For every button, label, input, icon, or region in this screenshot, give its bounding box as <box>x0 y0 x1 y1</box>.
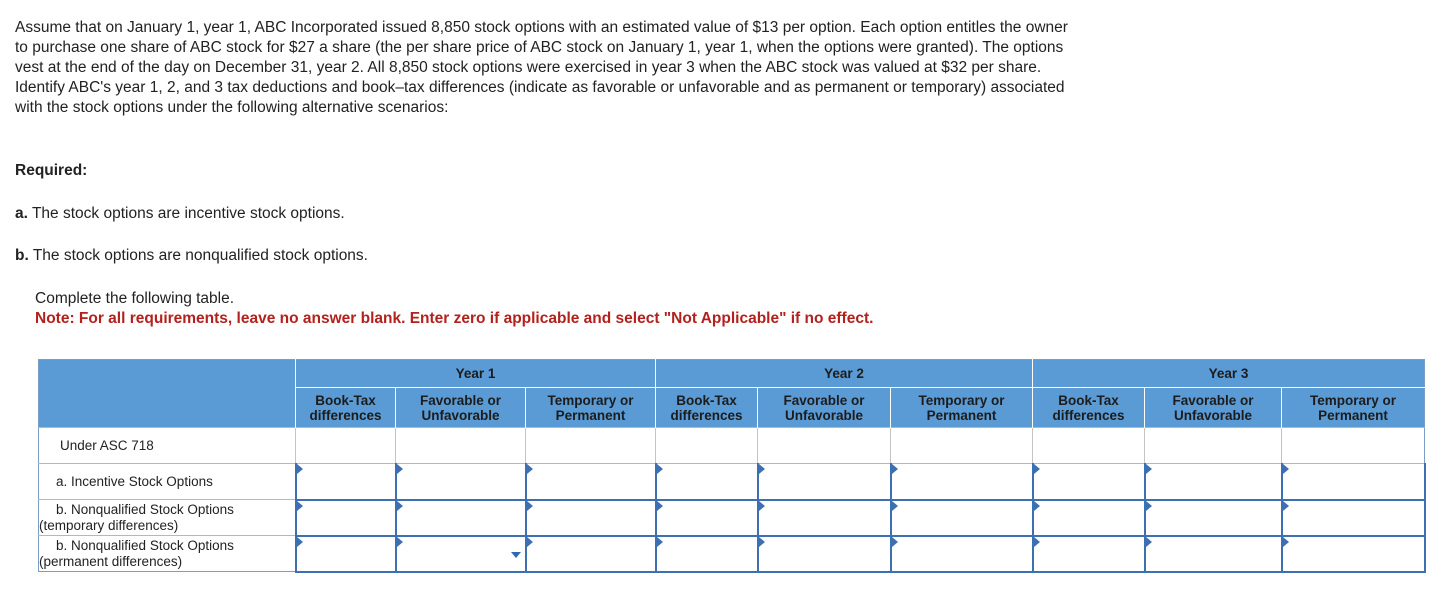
instruction-text: Complete the following table. <box>35 290 235 307</box>
y1-book-tax-input[interactable] <box>296 500 396 536</box>
col-label-line2: differences <box>309 407 382 423</box>
col-label-line1: Temporary or <box>918 392 1005 408</box>
y2-temporary-header <box>891 388 1033 428</box>
y2-temporary-select[interactable] <box>891 464 1033 500</box>
y1-favorable-select[interactable] <box>396 500 526 536</box>
caret-icon <box>297 464 303 474</box>
col-label-line1: Book-Tax <box>1058 392 1119 408</box>
y2-temporary-select[interactable] <box>891 536 1033 572</box>
answer-table <box>38 359 1426 573</box>
y2-favorable-select[interactable] <box>758 464 891 500</box>
caret-icon <box>1283 501 1289 511</box>
caret-icon <box>1283 464 1289 474</box>
table-cell <box>758 428 891 464</box>
requirement-a-text: The stock options are incentive stock options. <box>31 205 345 222</box>
y3-favorable-header <box>1145 388 1282 428</box>
caret-icon <box>527 464 533 474</box>
col-label-line1: Favorable or <box>783 392 865 408</box>
caret-icon <box>657 537 663 547</box>
requirement-a-letter: a. <box>15 205 28 222</box>
table-cell <box>656 428 758 464</box>
y1-book-tax-input[interactable] <box>296 536 396 572</box>
col-label-line2: Permanent <box>926 407 997 423</box>
row-label-subtext: (temporary differences) <box>39 517 179 533</box>
y2-favorable-select[interactable] <box>758 500 891 536</box>
year-3-header: Year 3 <box>1033 360 1425 388</box>
table-cell <box>296 428 396 464</box>
caret-icon <box>1034 501 1040 511</box>
y3-temporary-select[interactable] <box>1282 500 1425 536</box>
year-header-row <box>39 360 1425 388</box>
row-label-text: b. Nonqualified Stock Options <box>56 537 234 553</box>
caret-icon <box>657 464 663 474</box>
caret-icon <box>1034 464 1040 474</box>
caret-icon <box>527 501 533 511</box>
y1-temporary-select[interactable] <box>526 500 656 536</box>
col-label-line2: Unfavorable <box>785 407 864 423</box>
requirement-b-letter: b. <box>15 247 29 264</box>
required-heading: Required: <box>15 162 88 179</box>
requirement-b <box>15 247 368 265</box>
y3-book-tax-input[interactable] <box>1033 464 1145 500</box>
y1-book-tax-header <box>296 388 396 428</box>
y2-book-tax-input[interactable] <box>656 500 758 536</box>
y2-book-tax-input[interactable] <box>656 464 758 500</box>
problem-intro: Assume that on January 1, year 1, ABC Incorporated issued 8,850 stock options with an estimated value of $13 per option. Each option entitles the owner to purchase one share of ABC stock for $27 a share (the per share price of ABC stock on January 1, year 1, when the options were granted). The options vest at the end of the day on December 31, year 2. All 8,850 stock options were exercised in year 3 when the ABC stock was valued at $32 per share. Identify ABC's year 1, 2, and 3 tax deductions and book–tax differences (indicate as favorable or unfavorable and as permanent or temporary) associated with the stock options under the following alternative scenarios: <box>15 19 1068 116</box>
col-label-line2: differences <box>1052 407 1125 423</box>
table-cell <box>526 428 656 464</box>
caret-icon <box>397 537 403 547</box>
col-label-line2: Permanent <box>555 407 626 423</box>
caret-icon <box>657 501 663 511</box>
row-label-text: b. Nonqualified Stock Options <box>56 501 234 517</box>
y1-temporary-header <box>526 388 656 428</box>
y1-favorable-select[interactable] <box>396 464 526 500</box>
row-label-nonqualified-permanent <box>39 536 296 572</box>
y3-book-tax-header <box>1033 388 1145 428</box>
y3-favorable-select[interactable] <box>1145 536 1282 572</box>
table-row <box>39 464 1425 500</box>
table-row <box>39 536 1425 572</box>
row-label-subtext: (permanent differences) <box>39 553 183 569</box>
caret-icon <box>297 537 303 547</box>
y1-temporary-select[interactable] <box>526 536 656 572</box>
note-text: Note: For all requirements, leave no answer blank. Enter zero if applicable and select "Not Applicable" if no effect. <box>35 310 874 327</box>
caret-icon <box>1034 537 1040 547</box>
caret-icon <box>1146 464 1152 474</box>
col-label-line1: Temporary or <box>1310 392 1397 408</box>
y2-favorable-header <box>758 388 891 428</box>
y3-favorable-select[interactable] <box>1145 464 1282 500</box>
y1-favorable-header <box>396 388 526 428</box>
y1-favorable-select[interactable] <box>396 536 526 572</box>
y3-book-tax-input[interactable] <box>1033 500 1145 536</box>
col-label-line1: Temporary or <box>547 392 634 408</box>
year-1-header: Year 1 <box>296 360 656 388</box>
table-row <box>39 500 1425 536</box>
row-label-asc718: Under ASC 718 <box>39 428 296 464</box>
caret-icon <box>527 537 533 547</box>
caret-icon <box>892 464 898 474</box>
caret-icon <box>759 501 765 511</box>
year-2-header: Year 2 <box>656 360 1033 388</box>
y3-temporary-header <box>1282 388 1425 428</box>
caret-icon <box>759 537 765 547</box>
y1-temporary-select[interactable] <box>526 464 656 500</box>
caret-icon <box>1146 537 1152 547</box>
header-corner <box>39 360 296 428</box>
caret-icon <box>397 464 403 474</box>
table-cell <box>891 428 1033 464</box>
row-label-incentive <box>39 464 296 500</box>
col-label-line2: differences <box>670 407 743 423</box>
y3-temporary-select[interactable] <box>1282 536 1425 572</box>
y2-book-tax-input[interactable] <box>656 536 758 572</box>
y1-book-tax-input[interactable] <box>296 464 396 500</box>
caret-icon <box>759 464 765 474</box>
table-cell <box>1282 428 1425 464</box>
col-label-line2: Unfavorable <box>1174 407 1253 423</box>
y3-favorable-select[interactable] <box>1145 500 1282 536</box>
row-label-text: a. Incentive Stock Options <box>56 473 213 489</box>
col-label-line2: Permanent <box>1318 407 1388 423</box>
table-cell <box>1145 428 1282 464</box>
y3-book-tax-input[interactable] <box>1033 536 1145 572</box>
table-row <box>39 428 1425 464</box>
caret-icon <box>397 501 403 511</box>
col-label-line2: Unfavorable <box>421 407 500 423</box>
caret-icon <box>1283 537 1289 547</box>
caret-icon <box>297 501 303 511</box>
col-label-line1: Favorable or <box>1172 392 1254 408</box>
y3-temporary-select[interactable] <box>1282 464 1425 500</box>
table-cell <box>396 428 526 464</box>
col-label-line1: Favorable or <box>419 392 502 408</box>
caret-icon <box>892 501 898 511</box>
requirement-a <box>15 205 345 223</box>
caret-icon <box>892 537 898 547</box>
table-cell <box>1033 428 1145 464</box>
chevron-down-icon[interactable] <box>511 552 521 558</box>
y2-temporary-select[interactable] <box>891 500 1033 536</box>
y2-favorable-select[interactable] <box>758 536 891 572</box>
row-label-nonqualified-temporary <box>39 500 296 536</box>
requirement-b-text: The stock options are nonqualified stock options. <box>32 247 368 264</box>
col-label-line1: Book-Tax <box>676 392 737 408</box>
caret-icon <box>1146 501 1152 511</box>
col-label-line1: Book-Tax <box>315 392 376 408</box>
y2-book-tax-header <box>656 388 758 428</box>
